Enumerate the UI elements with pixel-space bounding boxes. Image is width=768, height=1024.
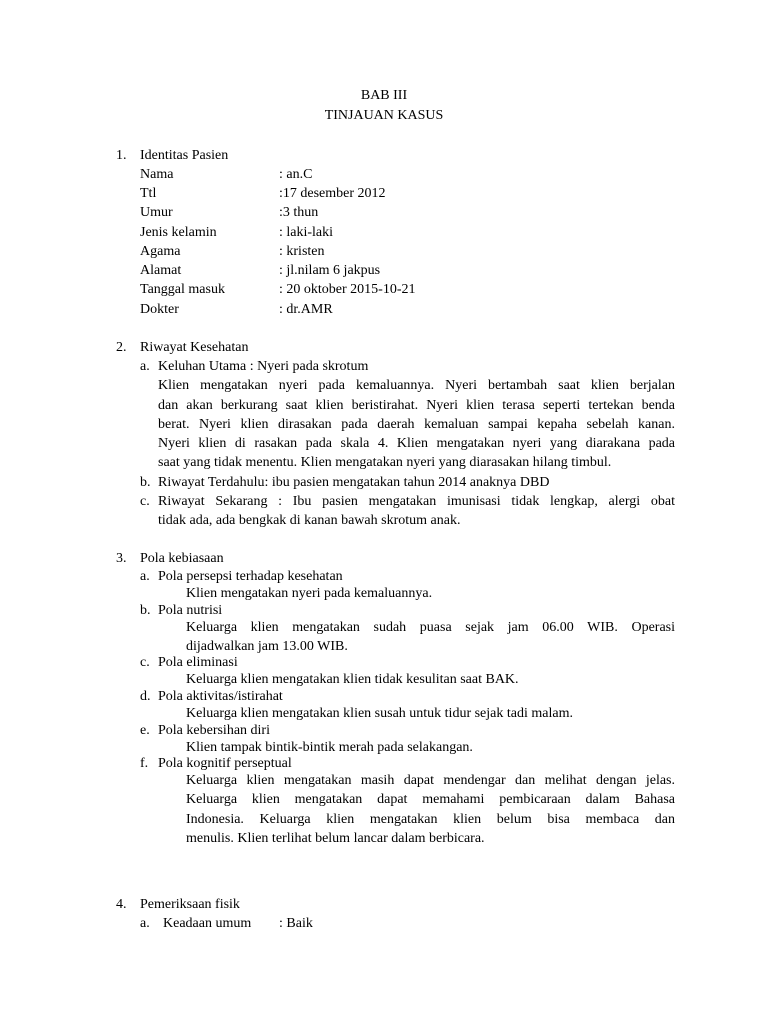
paragraph-line: tidak ada, ada bengkak di kanan bawah skrotum anak. <box>158 513 461 528</box>
section-title: Riwayat Kesehatan <box>140 340 249 355</box>
field-label-umur: Umur <box>140 205 173 220</box>
paragraph-line: Klien tampak bintik-bintik merah pada selakangan. <box>186 740 473 755</box>
paragraph-line: Keluarga klien mengatakan klien tidak kesulitan saat BAK. <box>186 672 519 687</box>
section-number: 4. <box>116 897 127 912</box>
field-label-tanggal-masuk: Tanggal masuk <box>140 282 225 297</box>
field-label-ttl: Ttl <box>140 186 157 201</box>
list-marker: a. <box>140 916 150 931</box>
section-number: 1. <box>116 148 127 163</box>
field-value-alamat: : jl.nilam 6 jakpus <box>279 263 381 278</box>
list-marker: b. <box>140 475 151 490</box>
section-title: Pemeriksaan fisik <box>140 897 240 912</box>
section-number: 3. <box>116 551 127 566</box>
list-marker: d. <box>140 689 151 704</box>
subsection-title: Pola kognitif perseptual <box>158 756 292 771</box>
subsection-title: Pola persepsi terhadap kesehatan <box>158 569 343 584</box>
paragraph-line: dan akan berkurang saat klien beristirahat. Nyeri klien terasa seperti tertekan benda <box>158 398 675 413</box>
field-value-umur: :3 thun <box>279 205 319 220</box>
paragraph-line: Riwayat Sekarang : Ibu pasien mengatakan imunisasi tidak lengkap, alergi obat <box>158 494 675 509</box>
field-value-dokter: : dr.AMR <box>279 302 333 317</box>
list-marker: b. <box>140 603 151 618</box>
paragraph-line: Klien mengatakan nyeri pada kemaluannya. <box>186 586 433 601</box>
chapter-number: BAB III <box>360 88 408 103</box>
paragraph-line: Keluarga klien mengatakan masih dapat mendengar dan melihat dengan jelas. <box>186 773 675 788</box>
paragraph-line: Keluarga klien mengatakan klien susah untuk tidur sejak tadi malam. <box>186 706 573 721</box>
field-label-jenis-kelamin: Jenis kelamin <box>140 225 217 240</box>
field-label-dokter: Dokter <box>140 302 179 317</box>
field-label-keadaan-umum: Keadaan umum <box>163 916 252 931</box>
subsection-title: Pola aktivitas/istirahat <box>158 689 283 704</box>
paragraph-line: Nyeri klien di rasakan pada skala 4. Klien mengatakan nyeri yang diarakana pada <box>158 436 675 451</box>
section-title: Identitas Pasien <box>140 148 229 163</box>
subsection-title: Pola eliminasi <box>158 655 238 670</box>
list-marker: c. <box>140 655 150 670</box>
paragraph-line: Keluarga klien mengatakan sudah puasa sejak jam 06.00 WIB. Operasi <box>186 620 675 635</box>
field-label-alamat: Alamat <box>140 263 182 278</box>
section-number: 2. <box>116 340 127 355</box>
paragraph-line: saat yang tidak menentu. Klien mengatakan nyeri yang diarasakan hilang timbul. <box>158 455 612 470</box>
subsection-title: Pola kebersihan diri <box>158 723 270 738</box>
field-value-nama: : an.C <box>279 167 313 182</box>
field-label-nama: Nama <box>140 167 174 182</box>
subsection-title: Keluhan Utama : Nyeri pada skrotum <box>158 359 369 374</box>
field-value-ttl: :17 desember 2012 <box>279 186 386 201</box>
paragraph-line: berat. Nyeri klien dirasakan pada daerah kemaluan sampai kepaha sebelah kanan. <box>158 417 675 432</box>
section-title: Pola kebiasaan <box>140 551 224 566</box>
subsection-text: Riwayat Terdahulu: ibu pasien mengatakan tahun 2014 anaknya DBD <box>158 475 550 490</box>
list-marker: e. <box>140 723 150 738</box>
field-value-jenis-kelamin: : laki-laki <box>279 225 334 240</box>
paragraph-line: Indonesia. Keluarga klien mengatakan klien belum bisa membaca dan <box>186 812 675 827</box>
list-marker: c. <box>140 494 150 509</box>
paragraph-line: menulis. Klien terlihat belum lancar dalam berbicara. <box>186 831 485 846</box>
field-value-keadaan-umum: : Baik <box>279 916 313 931</box>
paragraph-line: dijadwalkan jam 13.00 WIB. <box>186 639 348 654</box>
list-marker: f. <box>140 756 149 771</box>
field-label-agama: Agama <box>140 244 181 259</box>
field-value-agama: : kristen <box>279 244 325 259</box>
field-value-tanggal-masuk: : 20 oktober 2015-10-21 <box>279 282 416 297</box>
paragraph-line: Keluarga klien mengatakan dapat memahami pembicaraan dalam Bahasa <box>186 792 675 807</box>
paragraph-line: Klien mengatakan nyeri pada kemaluannya. Nyeri bertambah saat klien berjalan <box>158 378 675 393</box>
subsection-title: Pola nutrisi <box>158 603 223 618</box>
list-marker: a. <box>140 359 150 374</box>
chapter-title: TINJAUAN KASUS <box>324 108 444 123</box>
list-marker: a. <box>140 569 150 584</box>
